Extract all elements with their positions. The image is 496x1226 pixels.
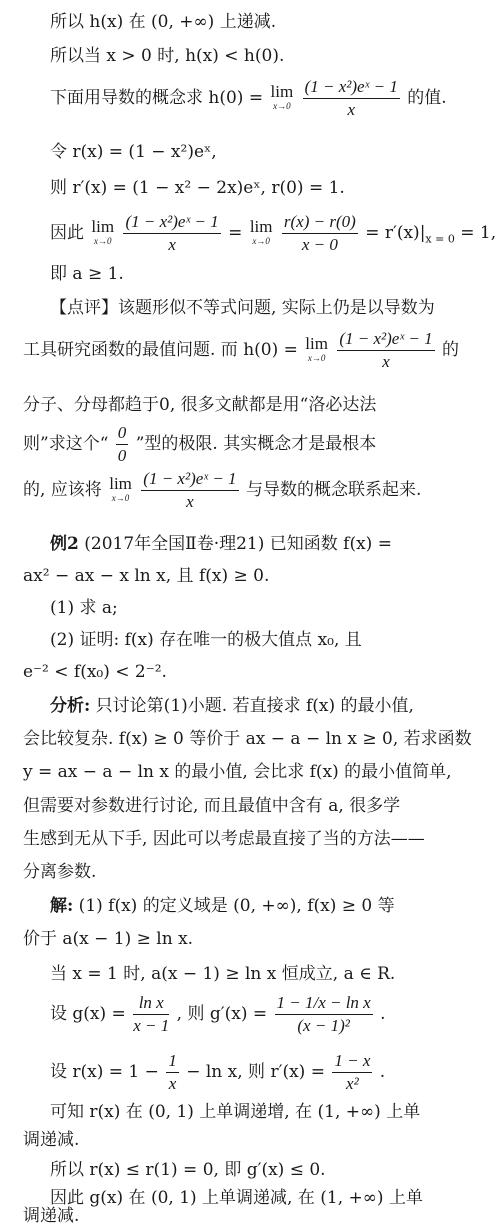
fraction: $\frac{\text{(1 − x²)eˣ − 1}}{x}$	[143, 469, 237, 511]
text-line	[0, 894, 471, 918]
fraction: $\frac{\text{ln x}}{x - 1}$	[133, 993, 170, 1035]
formula-line	[0, 72, 471, 124]
text-segment: 只讨论第(1)小题. 若直接求 f(x) 的最小值,	[90, 696, 414, 716]
text-line: 分离参数.	[23, 862, 97, 882]
fraction: $\frac{1}{x}$	[168, 1051, 177, 1093]
formula-line	[0, 207, 496, 265]
formula-line	[0, 418, 471, 470]
text-line: (1) 求 a;	[50, 598, 118, 618]
text-line: 但需要对参数进行讨论, 而且最值中含有 a, 很多学	[23, 796, 401, 816]
text-segment: 的, 应该将	[23, 480, 108, 500]
text-line: (2) 证明: f(x) 存在唯一的极大值点 x₀, 且	[50, 630, 362, 650]
text-line: 令 r(x) = (1 − x²)eˣ,	[50, 142, 217, 162]
text-line: y = ax − a − ln x 的最小值, 会比求 f(x) 的最小值简单,	[23, 762, 452, 782]
example-label: 例2	[50, 534, 79, 554]
text-segment: .	[379, 1062, 386, 1082]
solution-label: 解:	[50, 896, 74, 916]
text-line: e⁻² < f(x₀) < 2⁻².	[23, 662, 167, 682]
fraction: $\frac{0}{0}$	[117, 423, 127, 465]
text-segment: ”型的极限. 其实概念才是最根本	[135, 434, 377, 454]
text-line: 因此 g(x) 在 (0, 1) 上单调递减, 在 (1, +∞) 上单	[50, 1188, 423, 1208]
limit-operator: lim x→0	[305, 333, 328, 363]
text-line: 调递减.	[23, 1206, 80, 1226]
text-line: 则 r′(x) = (1 − x² − 2x)eˣ, r(0) = 1.	[50, 178, 345, 198]
limit-operator: lim x→0	[270, 81, 294, 111]
text-segment: 的	[442, 340, 460, 360]
text-line	[0, 532, 471, 556]
analysis-label: 分析:	[50, 696, 91, 716]
text-segment: 设 r(x) = 1 −	[50, 1062, 165, 1082]
text-line: 生感到无从下手, 因此可以考虑最直接了当的方法——	[23, 829, 425, 849]
fraction: $\frac{1 - x}{\text{x²}}$	[334, 1051, 371, 1093]
text-segment: 则”求这个“	[23, 434, 109, 454]
text-segment: (2017年全国Ⅱ卷·理21) 已知函数 f(x) =	[78, 534, 392, 554]
text-segment: = 1,	[454, 223, 496, 243]
text-line: 价于 a(x − 1) ≥ ln x.	[23, 929, 194, 949]
text-line: 会比较复杂. f(x) ≥ 0 等价于 ax − a − ln x ≥ 0, 若求函数	[23, 729, 472, 749]
text-segment: =	[228, 223, 248, 243]
fraction: $\frac{\text{(1 − x²)eˣ − 1}}{x}$	[125, 212, 219, 254]
limit-operator: lim x→0	[249, 216, 273, 246]
text-segment: − ln x, 则 r′(x) =	[186, 1062, 331, 1082]
limit-operator: lim x→0	[109, 473, 132, 503]
fraction: $\frac{r(x) - r(0)}{x - 0}$	[283, 212, 356, 254]
text-segment: , 则 g′(x) =	[176, 1004, 273, 1024]
text-line: 分子、分母都趋于0, 很多文献都是用“洛必达法	[23, 395, 377, 415]
subscript: x = 0	[425, 232, 455, 246]
text-line: 调递减.	[23, 1130, 80, 1150]
formula-line	[0, 988, 471, 1040]
text-line: 当 x = 1 时, a(x − 1) ≥ ln x 恒成立, a ∈ R.	[50, 964, 396, 984]
text-segment: (1) f(x) 的定义域是 (0, +∞), f(x) ≥ 0 等	[73, 896, 395, 916]
text-line: 所以 r(x) ≤ r(1) = 0, 即 g′(x) ≤ 0.	[50, 1160, 326, 1180]
text-line: 可知 r(x) 在 (0, 1) 上单调递增, 在 (1, +∞) 上单	[50, 1102, 421, 1122]
formula-line	[0, 324, 471, 376]
formula-line	[0, 464, 471, 516]
text-segment: 的值.	[407, 88, 447, 108]
text-segment: .	[380, 1004, 386, 1024]
text-segment: = r′(x)|	[365, 223, 426, 243]
limit-operator: lim x→0	[91, 216, 115, 246]
text-line: ax² − ax − x ln x, 且 f(x) ≥ 0.	[23, 566, 270, 586]
fraction: $\frac{\text{(1 − x²)eˣ − 1}}{x}$	[339, 329, 433, 371]
text-segment: 因此	[50, 223, 90, 243]
fraction: $\frac{\text{1 − 1/x − ln x}}{\text{(x − 1)²}}$	[276, 993, 371, 1035]
text-line: 【点评】该题形似不等式问题, 实际上仍是以导数为	[50, 298, 435, 318]
text-segment: 与导数的概念联系起来.	[245, 480, 422, 500]
fraction: $\frac{\text{(1 − x²)eˣ − 1}}{x}$	[304, 77, 398, 119]
text-segment: 工具研究函数的最值问题. 而 h(0) =	[23, 340, 304, 360]
text-line	[0, 694, 471, 718]
text-line: 所以 h(x) 在 (0, +∞) 上递减.	[50, 12, 277, 32]
text-segment: 下面用导数的概念求 h(0) =	[50, 88, 269, 108]
text-segment: 设 g(x) =	[50, 1004, 132, 1024]
formula-line	[0, 1046, 471, 1098]
text-line: 所以当 x > 0 时, h(x) < h(0).	[50, 46, 285, 66]
text-line: 即 a ≥ 1.	[50, 264, 124, 284]
